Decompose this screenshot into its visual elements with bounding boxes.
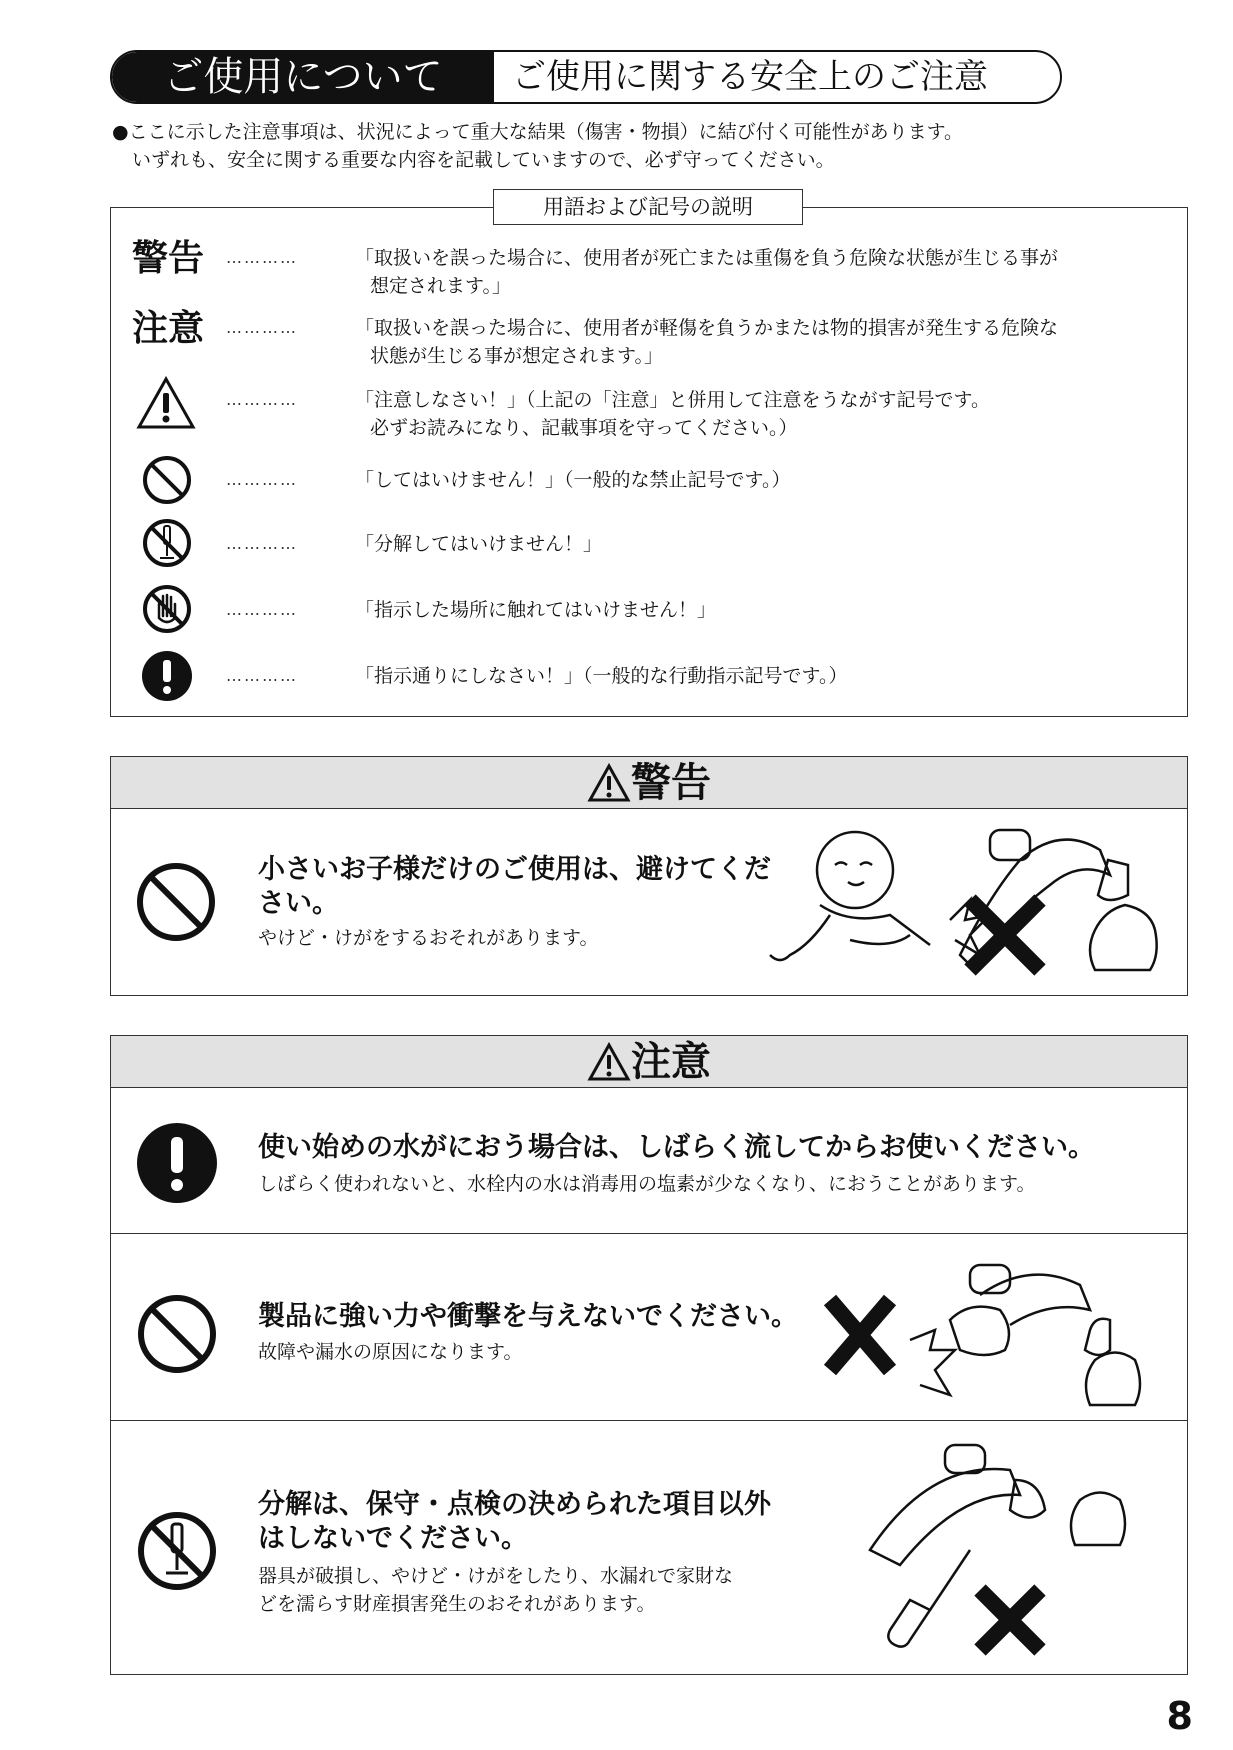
glossary-desc: 「指示通りにしなさい！」（一般的な行動指示記号です。）	[355, 665, 848, 687]
intro-line-1: ●ここに示した注意事項は、状況によって重大な結果（傷害・物損）に結び付く可能性があります。	[112, 121, 964, 143]
section-divider	[110, 1420, 1188, 1421]
warning-heading: 小さいお子様だけのご使用は、避けてくだ	[258, 854, 771, 885]
warning-triangle-icon	[136, 376, 196, 430]
glossary-desc: 想定されます。」	[370, 275, 511, 297]
glossary-box	[110, 207, 1188, 717]
caution-heading: 分解は、保守・点検の決められた項目以外	[258, 1489, 771, 1520]
section-label: ご使用について	[112, 52, 494, 102]
page-number: 8	[1166, 1694, 1193, 1738]
warning-detail: やけど・けがをするおそれがあります。	[258, 927, 599, 949]
caution-title: 注意	[631, 1039, 711, 1085]
section-divider	[110, 1233, 1188, 1234]
term-caution: 注意	[132, 308, 205, 349]
warning-triangle-icon	[587, 763, 631, 803]
warning-title: 警告	[631, 760, 711, 806]
glossary-desc: 「してはいけません！」（一般的な禁止記号です。）	[355, 469, 791, 491]
screwdriver-faucet-illustration	[850, 1440, 1170, 1665]
warning-heading: さい。	[258, 888, 339, 919]
leader-dots: …………	[226, 600, 298, 619]
glossary-desc: 「指示した場所に触れてはいけません！」	[355, 599, 717, 621]
intro-line-2: いずれも、安全に関する重要な内容を記載していますので、必ず守ってください。	[132, 149, 835, 171]
glossary-desc: 「分解してはいけません！」	[355, 533, 603, 555]
term-warning: 警告	[132, 238, 205, 279]
caution-detail: しばらく使われないと、水栓内の水は消毒用の塩素が少なくなり、におうことがあります。	[258, 1173, 1036, 1195]
caution-heading: はしないでください。	[258, 1523, 528, 1554]
mandatory-action-icon	[136, 1122, 218, 1204]
page-header	[110, 50, 1062, 104]
caution-heading: 製品に強い力や衝撃を与えないでください。	[258, 1301, 798, 1332]
child-faucet-illustration	[760, 820, 1180, 990]
caution-header	[111, 1036, 1187, 1088]
glossary-title: 用語および記号の説明	[493, 189, 803, 225]
leader-dots: …………	[226, 318, 298, 337]
glossary-desc: 「取扱いを誤った場合に、使用者が死亡または重傷を負う危険な状態が生じる事が	[355, 247, 1059, 269]
no-disassembly-icon	[136, 1510, 218, 1592]
warning-header	[111, 757, 1187, 809]
caution-heading: 使い始めの水がにおう場合は、しばらく流してからお使いください。	[258, 1132, 1095, 1163]
caution-detail: 故障や漏水の原因になります。	[258, 1341, 523, 1363]
caution-detail: どを濡らす財産損害発生のおそれがあります。	[258, 1593, 656, 1615]
glossary-desc: 必ずお読みになり、記載事項を守ってください。）	[370, 417, 798, 439]
leader-dots: …………	[226, 390, 298, 409]
leader-dots: …………	[226, 666, 298, 685]
leader-dots: …………	[226, 470, 298, 489]
prohibition-icon	[136, 1293, 218, 1375]
impact-faucet-illustration	[820, 1260, 1170, 1415]
leader-dots: …………	[226, 248, 298, 267]
no-disassembly-icon	[142, 518, 192, 568]
glossary-desc: 状態が生じる事が想定されます。」	[370, 345, 663, 367]
leader-dots: …………	[226, 534, 298, 553]
mandatory-action-icon	[141, 650, 193, 702]
no-touch-icon	[142, 584, 192, 634]
prohibition-icon	[142, 455, 192, 505]
glossary-desc: 「注意しなさい！」（上記の「注意」と併用して注意をうながす記号です。	[355, 389, 990, 411]
prohibition-icon	[136, 862, 216, 942]
warning-triangle-icon	[587, 1042, 631, 1082]
caution-detail: 器具が破損し、やけど・けがをしたり、水漏れで家財な	[258, 1565, 734, 1587]
page-title: ご使用に関する安全上のご注意	[512, 57, 988, 97]
glossary-desc: 「取扱いを誤った場合に、使用者が軽傷を負うかまたは物的損害が発生する危険な	[355, 317, 1059, 339]
